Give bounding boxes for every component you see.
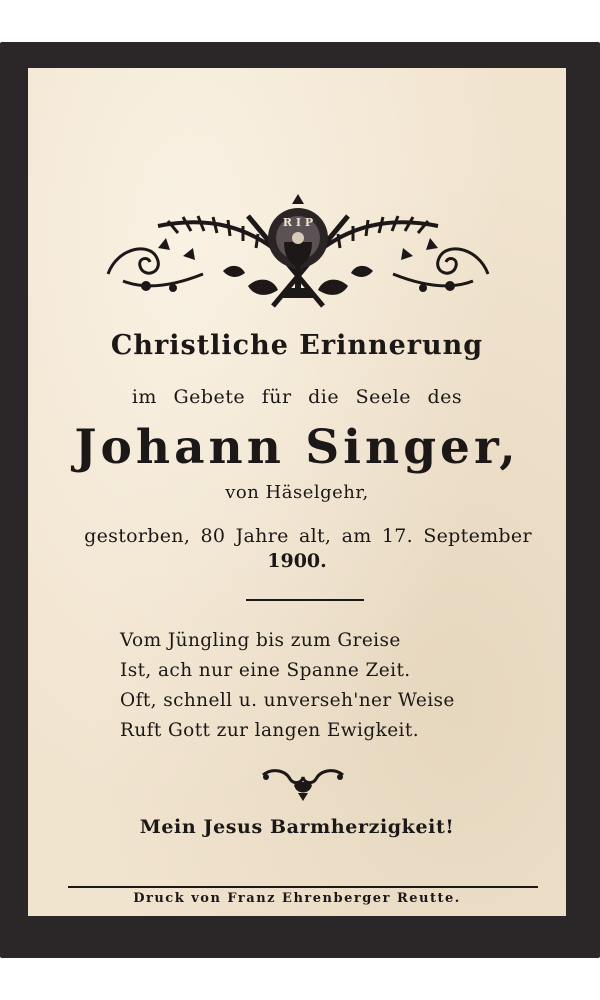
death-year: 1900. — [267, 550, 327, 572]
poem-line: Vom Jüngling bis zum Greise — [120, 630, 401, 651]
printer-credit: Druck von Franz Ehrenberger Reutte. — [133, 891, 461, 906]
rip-letters: R I P — [282, 216, 314, 229]
poem-line: Oft, schnell u. unverseh'ner Weise — [120, 690, 455, 711]
divider-rule — [246, 599, 364, 601]
poem-line: Ist, ach nur eine Spanne Zeit. — [120, 660, 411, 681]
motto: Mein Jesus Barmherzigkeit! — [139, 816, 455, 838]
prayer-line: im Gebete für die Seele des — [131, 386, 463, 408]
chalice-with-palm-branches-icon — [98, 186, 498, 321]
origin-line: von Häselgehr, — [225, 482, 369, 503]
memorial-card — [28, 68, 566, 916]
poem-line: Ruft Gott zur langen Ewigkeit. — [120, 720, 419, 741]
footer-rule — [68, 886, 538, 888]
card-heading: Christliche Erinnerung — [110, 330, 484, 361]
death-line: gestorben, 80 Jahre alt, am 17. September — [84, 525, 532, 547]
deceased-name: Johann Singer, — [74, 420, 520, 475]
floral-fleuron-icon — [258, 765, 348, 801]
poem — [120, 626, 520, 746]
